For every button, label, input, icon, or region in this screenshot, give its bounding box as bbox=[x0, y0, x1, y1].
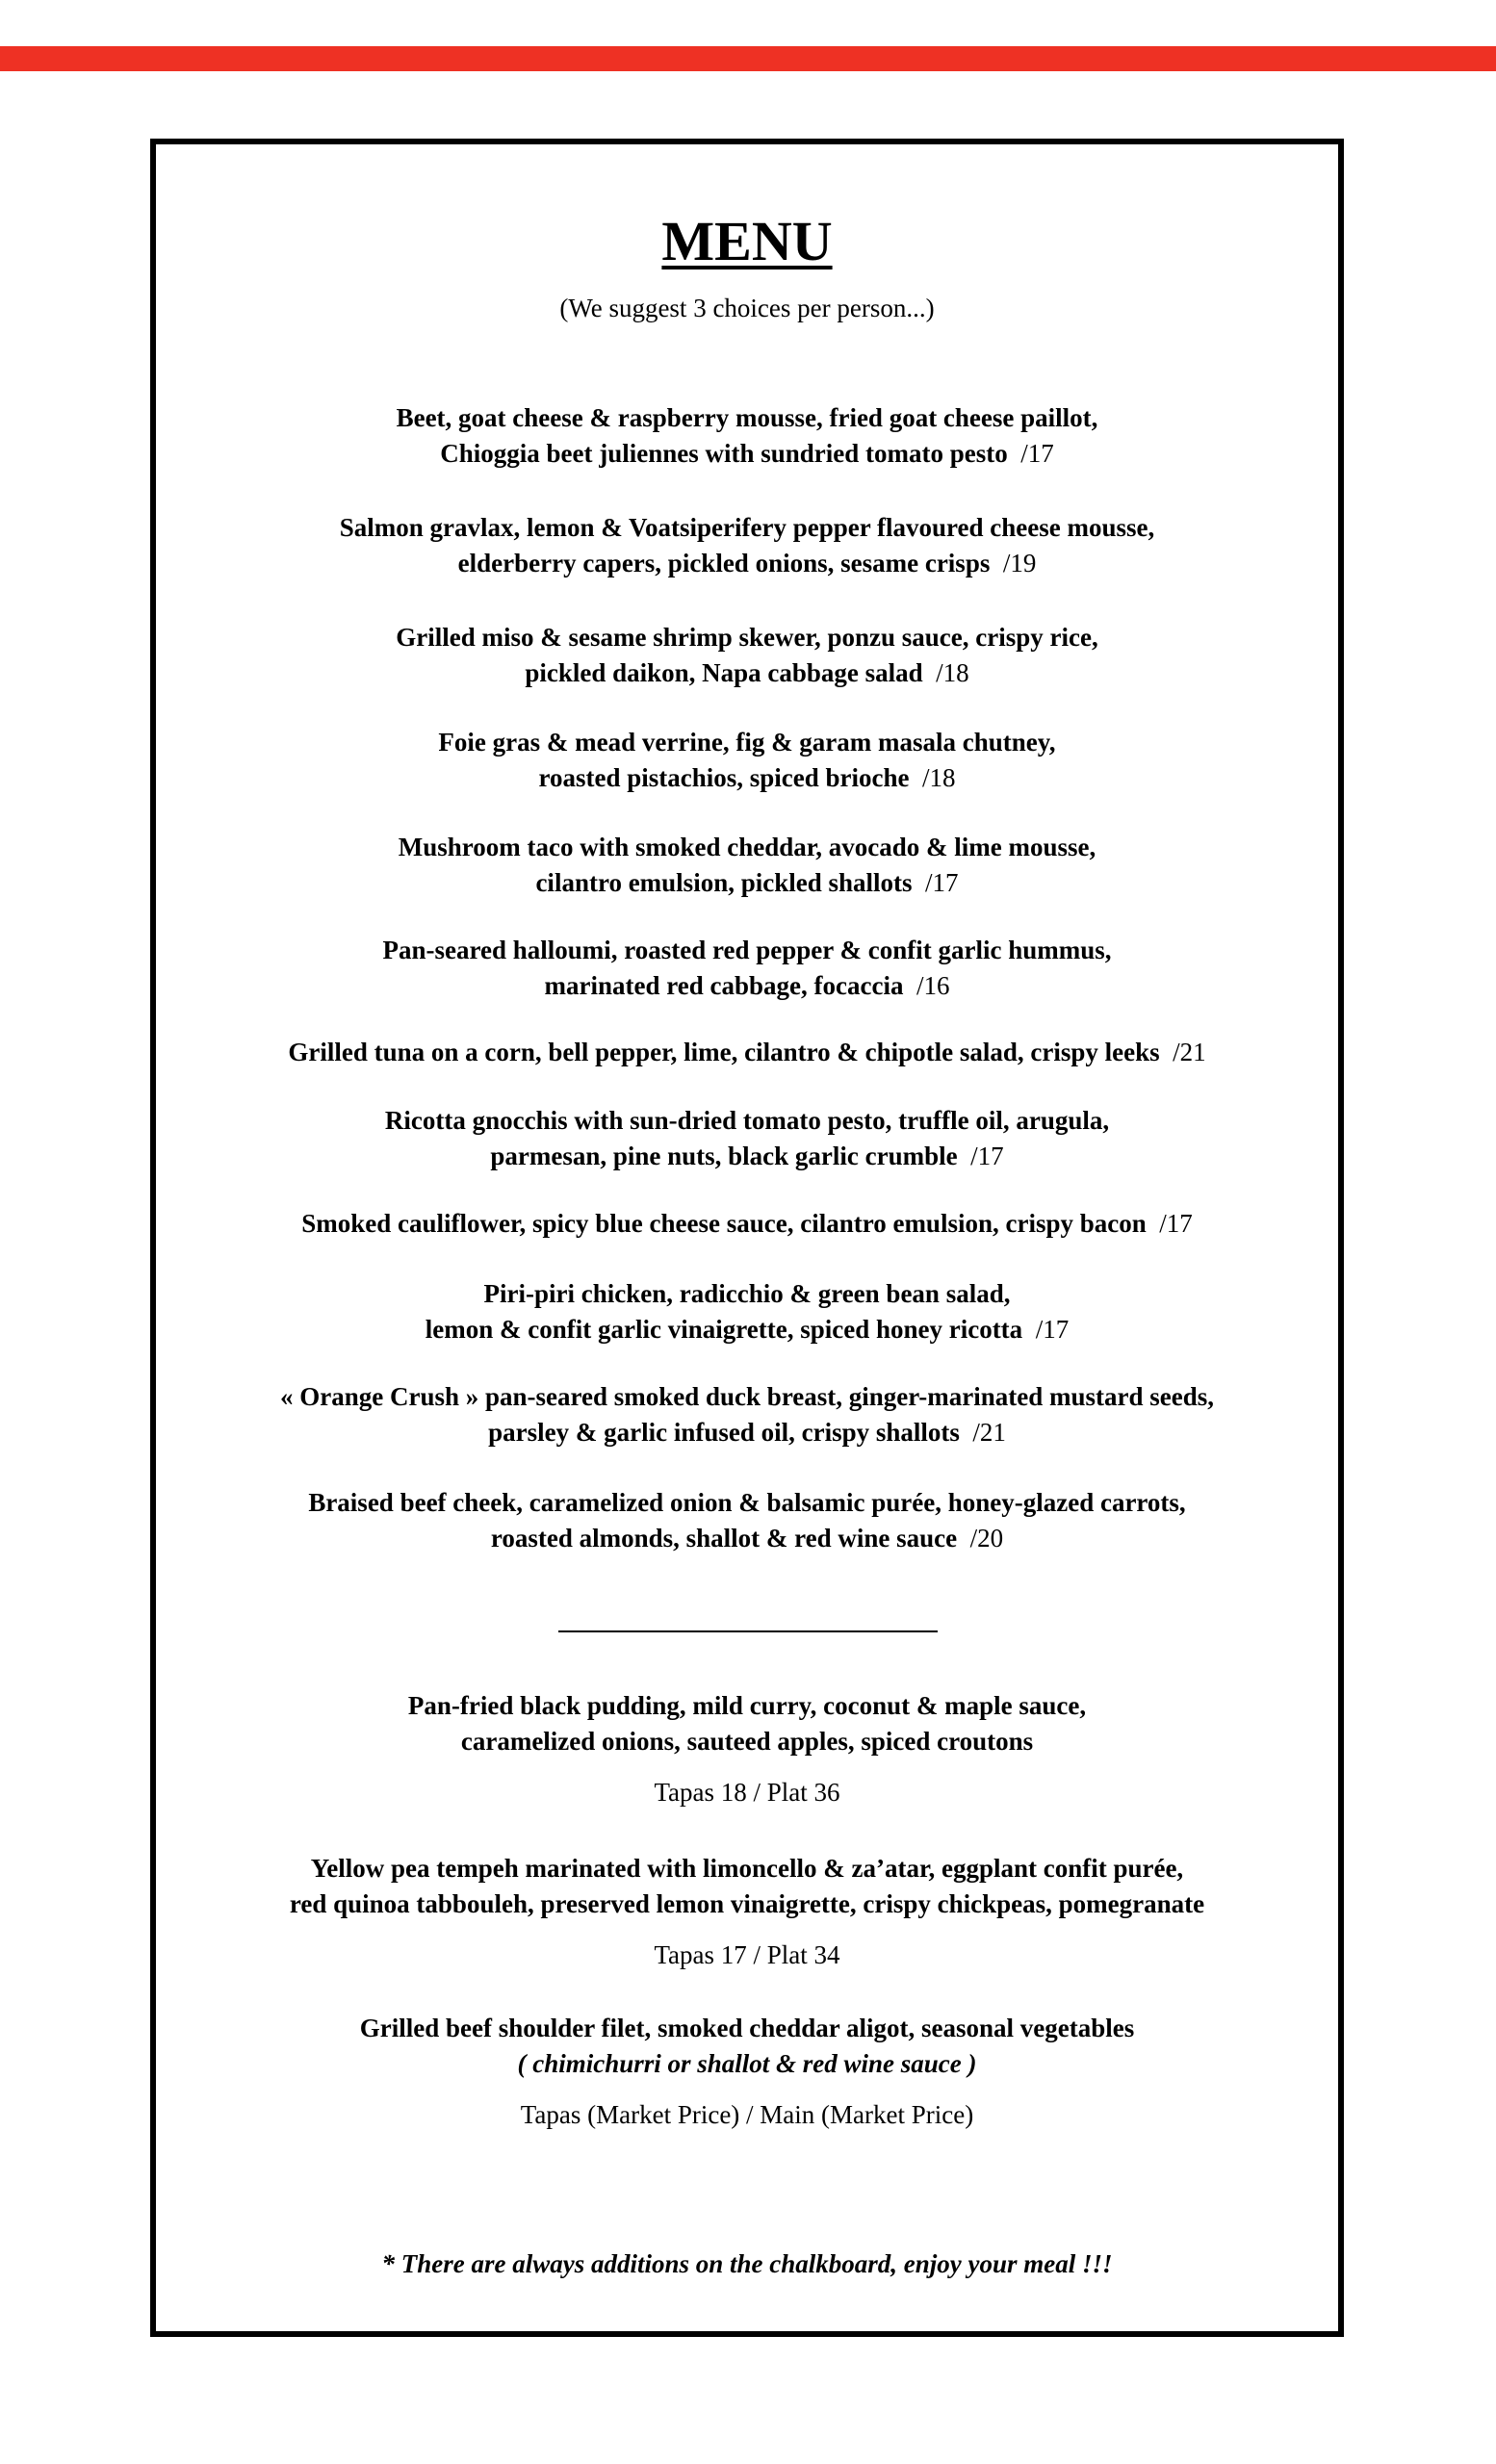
item-line: Pan-fried black pudding, mild curry, coconut & maple sauce, bbox=[407, 1691, 1087, 1720]
top-accent-bar bbox=[0, 46, 1496, 71]
item-line: Yellow pea tempeh marinated with limoncello & za’atar, eggplant confit purée, bbox=[310, 1854, 1184, 1883]
item-line: Grilled miso & sesame shrimp skewer, ponzu sauce, crispy rice, bbox=[396, 623, 1098, 652]
menu-item-beet bbox=[156, 400, 1338, 472]
item-line: Ricotta gnocchis with sun-dried tomato pesto, truffle oil, arugula, bbox=[384, 1106, 1110, 1135]
item-line: pickled daikon, Napa cabbage salad bbox=[525, 658, 923, 687]
menu-item-piri-piri-chicken bbox=[156, 1276, 1338, 1348]
item-line: Chioggia beet juliennes with sundried tomato pesto bbox=[440, 439, 1008, 468]
menu-title: MENU bbox=[661, 210, 833, 272]
item-line: marinated red cabbage, focaccia bbox=[544, 971, 904, 1000]
menu-item-beef-cheek bbox=[156, 1485, 1338, 1556]
item-price: /20 bbox=[969, 1524, 1004, 1553]
item-price: /18 bbox=[922, 763, 956, 792]
item-price: Tapas 17 / Plat 34 bbox=[654, 1940, 840, 1969]
menu-item-tuna bbox=[156, 1035, 1338, 1070]
item-price: /21 bbox=[1173, 1038, 1206, 1066]
item-price: /18 bbox=[936, 658, 969, 687]
item-line: elderberry capers, pickled onions, sesame crisps bbox=[457, 549, 991, 578]
item-price: /17 bbox=[1159, 1209, 1193, 1238]
main-item-black-pudding bbox=[156, 1688, 1338, 1810]
item-line: Salmon gravlax, lemon & Voatsiperifery pepper flavoured cheese mousse, bbox=[339, 513, 1155, 542]
item-line: parsley & garlic infused oil, crispy shallots bbox=[488, 1418, 960, 1447]
item-line: Grilled beef shoulder filet, smoked cheddar aligot, seasonal vegetables bbox=[359, 2014, 1135, 2042]
item-price: /17 bbox=[1035, 1315, 1070, 1344]
item-line: roasted almonds, shallot & red wine sauce bbox=[490, 1524, 958, 1553]
menu-item-shrimp bbox=[156, 620, 1338, 691]
item-line: Grilled tuna on a corn, bell pepper, lime, cilantro & chipotle salad, crispy leeks bbox=[288, 1038, 1160, 1066]
menu-item-foie-gras bbox=[156, 725, 1338, 796]
item-line: Foie gras & mead verrine, fig & garam masala chutney, bbox=[438, 728, 1056, 757]
item-line: lemon & confit garlic vinaigrette, spiced honey ricotta bbox=[425, 1315, 1023, 1344]
item-price: /16 bbox=[916, 971, 950, 1000]
menu-item-gnocchis bbox=[156, 1103, 1338, 1174]
item-price: /17 bbox=[1020, 439, 1054, 468]
section-divider bbox=[558, 1630, 938, 1632]
item-price: Tapas (Market Price) / Main (Market Price) bbox=[520, 2100, 974, 2129]
item-line: cilantro emulsion, pickled shallots bbox=[535, 868, 913, 897]
item-price: Tapas 18 / Plat 36 bbox=[654, 1778, 840, 1807]
item-line: Beet, goat cheese & raspberry mousse, fried goat cheese paillot, bbox=[396, 403, 1098, 432]
item-line: Mushroom taco with smoked cheddar, avocado & lime mousse, bbox=[398, 833, 1096, 861]
item-line: caramelized onions, sauteed apples, spiced croutons bbox=[460, 1727, 1034, 1756]
menu-item-salmon bbox=[156, 510, 1338, 581]
menu-item-mushroom-taco bbox=[156, 830, 1338, 901]
menu-frame bbox=[150, 139, 1344, 2337]
item-price: /17 bbox=[970, 1142, 1004, 1170]
sauce-options-note: ( chimichurri or shallot & red wine sauce ) bbox=[517, 2049, 977, 2078]
item-price: /19 bbox=[1002, 549, 1037, 578]
item-line: red quinoa tabbouleh, preserved lemon vinaigrette, crispy chickpeas, pomegranate bbox=[289, 1889, 1205, 1918]
main-item-tempeh bbox=[156, 1851, 1338, 1973]
main-item-beef-shoulder bbox=[156, 2011, 1338, 2133]
item-line: Braised beef cheek, caramelized onion & balsamic purée, honey-glazed carrots, bbox=[308, 1488, 1186, 1517]
item-line: Piri-piri chicken, radicchio & green bean salad, bbox=[483, 1279, 1011, 1308]
menu-item-cauliflower bbox=[156, 1206, 1338, 1242]
item-line: Pan-seared halloumi, roasted red pepper & confit garlic hummus, bbox=[382, 936, 1112, 964]
item-price: /17 bbox=[925, 868, 959, 897]
menu-item-duck-breast bbox=[156, 1379, 1338, 1450]
item-line: roasted pistachios, spiced brioche bbox=[538, 763, 910, 792]
menu-subtitle: (We suggest 3 choices per person...) bbox=[559, 294, 935, 322]
menu-item-halloumi bbox=[156, 933, 1338, 1004]
item-line: parmesan, pine nuts, black garlic crumble bbox=[490, 1142, 958, 1170]
chalkboard-note: * There are always additions on the chalkboard, enjoy your meal !!! bbox=[381, 2249, 1113, 2278]
item-price: /21 bbox=[972, 1418, 1006, 1447]
item-line: Smoked cauliflower, spicy blue cheese sauce, cilantro emulsion, crispy bacon bbox=[301, 1209, 1147, 1238]
item-line: « Orange Crush » pan-seared smoked duck breast, ginger-marinated mustard seeds, bbox=[279, 1382, 1215, 1411]
